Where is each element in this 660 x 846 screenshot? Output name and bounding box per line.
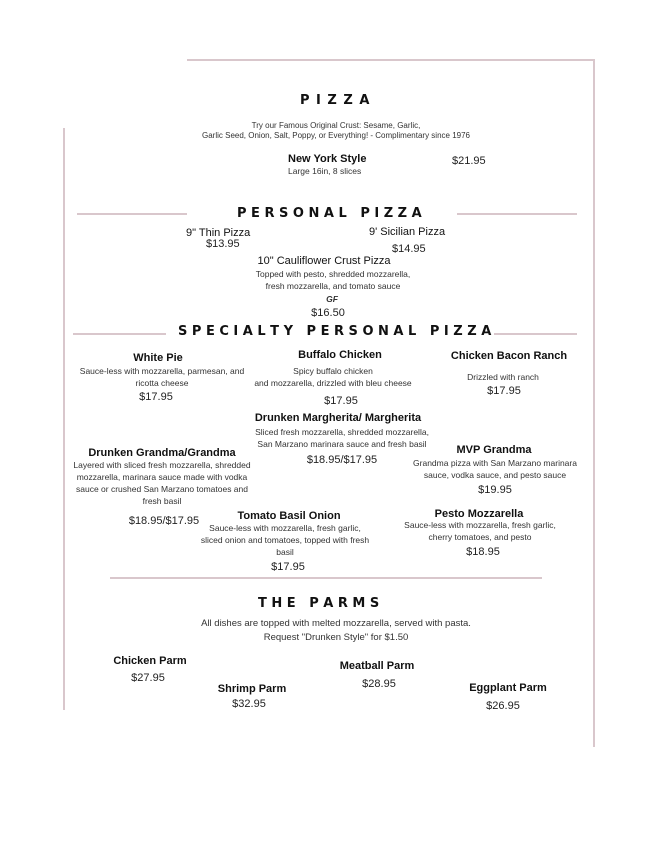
chicken-parm-price: $27.95 xyxy=(131,672,165,684)
specialty-rule-left xyxy=(73,333,166,335)
cauliflower-price: $16.50 xyxy=(311,307,345,319)
meatball-parm-name: Meatball Parm xyxy=(339,660,415,672)
drunken-grandma-name: Drunken Grandma/Grandma xyxy=(88,447,236,459)
chicken-bacon-ranch-desc: Drizzled with ranch xyxy=(467,372,539,382)
personal-rule-left xyxy=(77,213,187,215)
right-frame-line xyxy=(593,59,595,747)
mvp-grandma-desc-1: Grandma pizza with San Marzano marinara xyxy=(413,458,577,468)
drunken-grandma-desc-1: Layered with sliced fresh mozzarella, shredded xyxy=(73,460,251,470)
meatball-parm-price: $28.95 xyxy=(362,678,396,690)
buffalo-chicken-desc-2: and mozzarella, drizzled with bleu cheese xyxy=(254,378,412,388)
specialty-rule-right xyxy=(494,333,577,335)
pesto-mozzarella-name: Pesto Mozzarella xyxy=(434,508,524,520)
thin-pizza-name: 9" Thin Pizza xyxy=(186,227,251,239)
drunken-margherita-desc-1: Sliced fresh mozzarella, shredded mozzarella, xyxy=(255,427,429,437)
crust-line-2: Garlic Seed, Onion, Salt, Poppy, or Everything! - Complimentary since 1976 xyxy=(202,131,470,140)
shrimp-parm-price: $32.95 xyxy=(232,698,266,710)
buffalo-chicken-desc-1: Spicy buffalo chicken xyxy=(293,366,373,376)
tomato-basil-onion-price: $17.95 xyxy=(271,561,305,573)
tomato-basil-onion-desc-1: Sauce-less with mozzarella, fresh garlic, xyxy=(209,523,361,533)
parms-desc-1: All dishes are topped with melted mozzarella, served with pasta. xyxy=(201,618,471,629)
cauliflower-gf: GF xyxy=(326,294,338,304)
cauliflower-desc-1: Topped with pesto, shredded mozzarella, xyxy=(255,269,411,279)
drunken-margherita-desc-2: San Marzano marinara sauce and fresh basil xyxy=(257,439,427,449)
chicken-bacon-ranch-price: $17.95 xyxy=(487,385,521,397)
white-pie-desc-2: ricotta cheese xyxy=(135,378,189,388)
drunken-margherita-name: Drunken Margherita/ Margherita xyxy=(254,412,422,424)
sicilian-pizza-name: 9' Sicilian Pizza xyxy=(369,226,446,238)
buffalo-chicken-price: $17.95 xyxy=(324,395,358,407)
cauliflower-desc-2: fresh mozzarella, and tomato sauce xyxy=(265,281,401,291)
pesto-mozzarella-desc-2: cherry tomatoes, and pesto xyxy=(428,532,532,542)
mvp-grandma-desc-2: sauce, vodka sauce, and pesto sauce xyxy=(423,470,567,480)
white-pie-price: $17.95 xyxy=(139,391,173,403)
drunken-grandma-price: $18.95/$17.95 xyxy=(128,515,200,527)
specialty-title: S P E C I A L T Y P E R S O N A L P I Z Z A xyxy=(178,324,492,339)
thin-pizza-price: $13.95 xyxy=(206,238,240,250)
ny-style-price: $21.95 xyxy=(452,155,486,167)
personal-title: P E R S O N A L P I Z Z A xyxy=(237,206,422,221)
chicken-bacon-ranch-name: Chicken Bacon Ranch xyxy=(450,350,568,362)
tomato-basil-onion-name: Tomato Basil Onion xyxy=(237,510,341,522)
parms-title: T H E P A R M S xyxy=(258,596,380,611)
ny-style-desc: Large 16in, 8 slices xyxy=(288,166,362,176)
chicken-parm-name: Chicken Parm xyxy=(113,655,187,667)
sicilian-pizza-price: $14.95 xyxy=(392,243,426,255)
parms-rule xyxy=(110,577,542,579)
mvp-grandma-name: MVP Grandma xyxy=(456,444,532,456)
drunken-grandma-desc-3: sauce or crushed San Marzano tomatoes and xyxy=(76,484,248,494)
shrimp-parm-name: Shrimp Parm xyxy=(217,683,287,695)
left-frame-line xyxy=(63,128,65,710)
white-pie-name: White Pie xyxy=(133,352,183,364)
pizza-title: P I Z Z A xyxy=(300,93,371,108)
ny-style-name: New York Style xyxy=(288,153,367,165)
drunken-margherita-price: $18.95/$17.95 xyxy=(306,454,378,466)
pesto-mozzarella-price: $18.95 xyxy=(466,546,500,558)
mvp-grandma-price: $19.95 xyxy=(478,484,512,496)
white-pie-desc-1: Sauce-less with mozzarella, parmesan, and xyxy=(79,366,245,376)
buffalo-chicken-name: Buffalo Chicken xyxy=(298,349,382,361)
parms-desc-2: Request "Drunken Style" for $1.50 xyxy=(263,632,409,643)
tomato-basil-onion-desc-2: sliced onion and tomatoes, topped with fresh xyxy=(200,535,370,545)
cauliflower-name: 10" Cauliflower Crust Pizza xyxy=(257,255,391,267)
crust-line-1: Try our Famous Original Crust: Sesame, Garlic, xyxy=(251,121,421,130)
eggplant-parm-name: Eggplant Parm xyxy=(469,682,547,694)
drunken-grandma-desc-2: mozzarella, marinara sauce made with vodka xyxy=(76,472,248,482)
tomato-basil-onion-desc-3: basil xyxy=(276,547,294,557)
drunken-grandma-desc-4: fresh basil xyxy=(142,496,182,506)
eggplant-parm-price: $26.95 xyxy=(486,700,520,712)
pesto-mozzarella-desc-1: Sauce-less with mozzarella, fresh garlic, xyxy=(404,520,556,530)
top-frame-line xyxy=(187,59,595,61)
personal-rule-right xyxy=(457,213,577,215)
